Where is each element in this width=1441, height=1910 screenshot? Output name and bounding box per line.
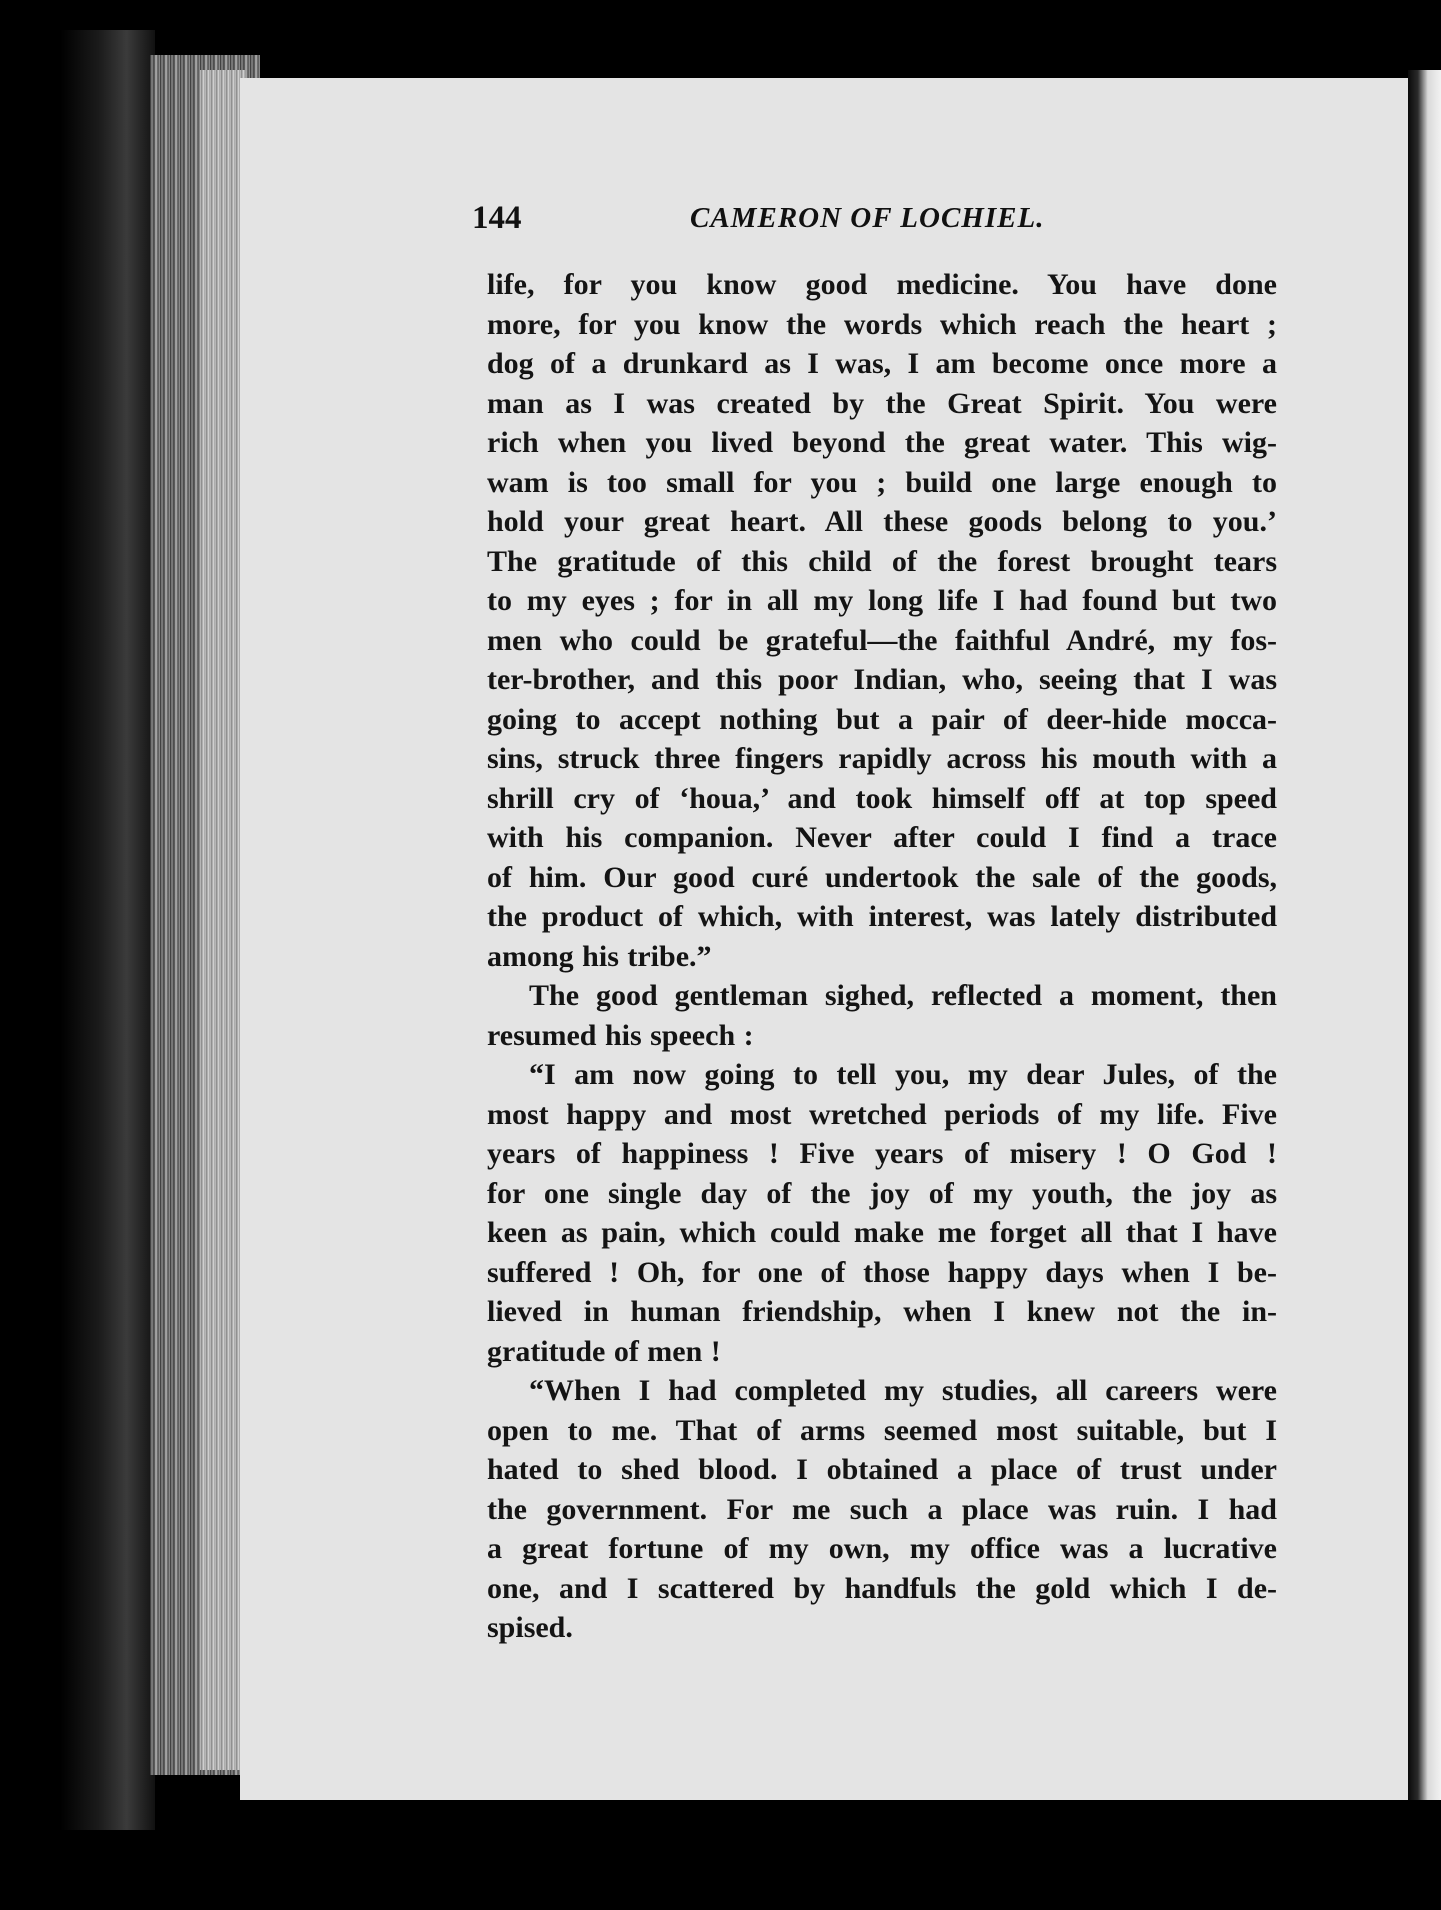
running-head <box>472 200 1112 240</box>
text-line: one, and I scattered by handfuls the gold which I de- <box>487 1571 1277 1605</box>
running-title: CAMERON OF LOCHIEL. <box>690 202 1045 234</box>
text-line: for one single day of the joy of my youth, the joy as <box>487 1176 1277 1210</box>
text-line: dog of a drunkard as I was, I am become once more a <box>487 347 1277 380</box>
text-line: ter-brother, and this poor Indian, who, seeing that I was <box>487 663 1277 696</box>
text-line: to my eyes ; for in all my long life I had found but two <box>487 584 1277 617</box>
text-line: spised. <box>487 1611 573 1644</box>
text-line: going to accept nothing but a pair of deer-hide mocca- <box>487 702 1277 736</box>
text-line: men who could be grateful—the faithful André, my fos- <box>487 623 1277 657</box>
text-line: the product of which, with interest, was lately distributed <box>487 900 1277 933</box>
text-line: keen as pain, which could make me forget all that I have <box>487 1216 1277 1249</box>
text-line: among his tribe.” <box>487 939 712 973</box>
bottom-shadow <box>240 1800 1441 1910</box>
text-line: resumed his speech : <box>487 1018 754 1052</box>
text-line: a great fortune of my own, my office was a lucrative <box>487 1532 1277 1565</box>
text-line: man as I was created by the Great Spirit. You were <box>487 386 1277 420</box>
text-line: more, for you know the words which reach the heart ; <box>487 307 1277 341</box>
text-line: hated to shed blood. I obtained a place of trust under <box>487 1453 1277 1486</box>
text-line: rich when you lived beyond the great water. This wig- <box>487 426 1277 459</box>
text-line: sins, struck three fingers rapidly across his mouth with a <box>487 742 1277 775</box>
book-spine-shadow <box>60 30 155 1830</box>
text-line: The good gentleman sighed, reflected a moment, then <box>529 979 1277 1012</box>
page-edges-inner <box>200 70 245 1770</box>
text-line: lieved in human friendship, when I knew not the in- <box>487 1295 1277 1328</box>
facing-page-edge <box>1408 70 1441 1850</box>
text-line: most happy and most wretched periods of my life. Five <box>487 1097 1277 1131</box>
text-line: shrill cry of ‘houa,’ and took himself off at top speed <box>487 781 1277 815</box>
text-line: The gratitude of this child of the forest brought tears <box>487 544 1277 578</box>
text-line: open to me. That of arms seemed most suitable, but I <box>487 1413 1277 1447</box>
text-line: “I am now going to tell you, my dear Jules, of the <box>529 1058 1277 1091</box>
text-line: “When I had completed my studies, all careers were <box>529 1374 1277 1407</box>
text-line: life, for you know good medicine. You have done <box>487 268 1277 301</box>
text-line: gratitude of men ! <box>487 1334 721 1368</box>
text-line: wam is too small for you ; build one large enough to <box>487 465 1277 499</box>
text-line: of him. Our good curé undertook the sale of the goods, <box>487 860 1277 894</box>
text-line: the government. For me such a place was ruin. I had <box>487 1492 1277 1526</box>
text-line: with his companion. Never after could I find a trace <box>487 821 1277 854</box>
text-line: years of happiness ! Five years of misery ! O God ! <box>487 1137 1277 1170</box>
page-number: 144 <box>472 200 522 236</box>
text-line: suffered ! Oh, for one of those happy days when I be- <box>487 1255 1277 1289</box>
body-text <box>487 265 1277 1648</box>
text-line: hold your great heart. All these goods belong to you.’ <box>487 505 1277 538</box>
